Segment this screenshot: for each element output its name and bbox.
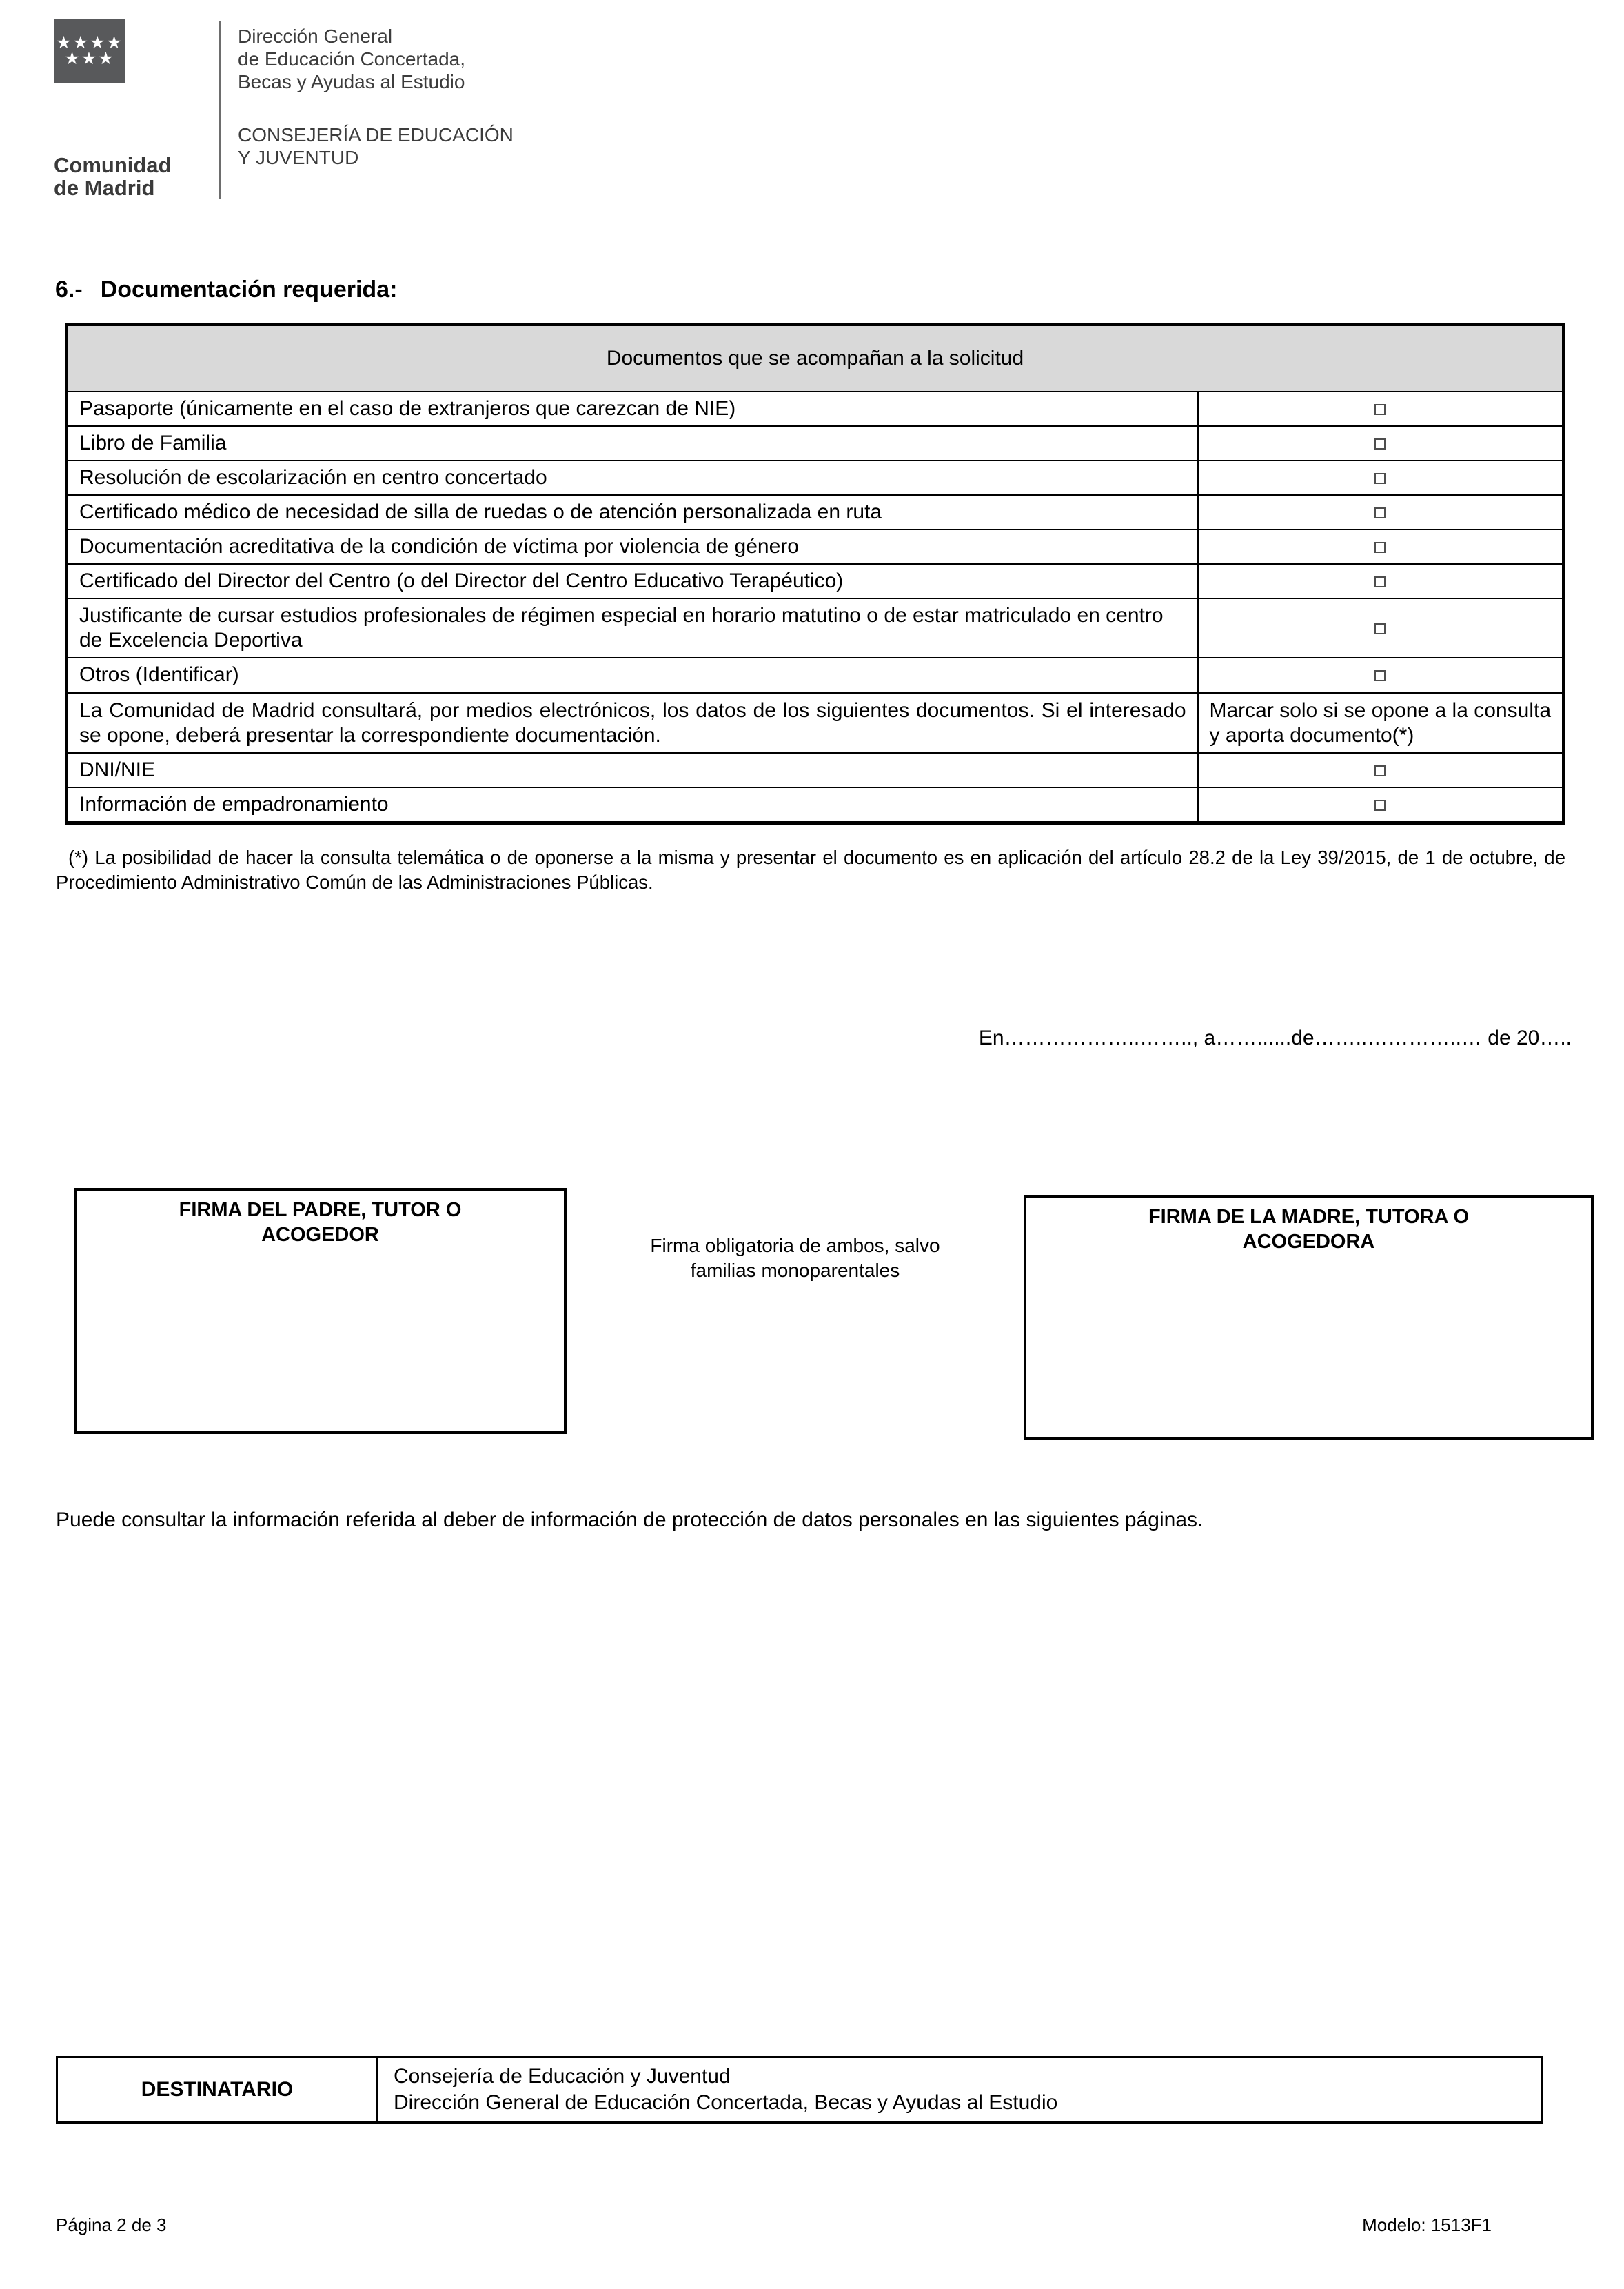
org-text [238, 19, 514, 169]
checkbox-cell [1198, 495, 1564, 530]
org-line: Dirección General [238, 26, 393, 47]
consult-info-text: La Comunidad de Madrid consultará, por medios electrónicos, los datos de los siguientes documentos. Si el interesado se opone, deberá presentar la correspondiente documentación. [67, 693, 1198, 753]
stars-icon: ★★★★ [56, 33, 123, 52]
document-label: Libro de Familia [67, 426, 1198, 461]
legal-footnote: (*) La posibilidad de hacer la consulta telemática o de oponerse a la misma y presentar el documento es en aplicación del artículo 28.2 de la Ley 39/2015, de 1 de octubre, de Procedimiento Administrativo Común de las Administraciones Públicas. [56, 847, 1565, 894]
destinatario-line1: Consejería de Educación y Juventud [394, 2064, 731, 2088]
logo-wordmark-line2: de Madrid [54, 175, 155, 200]
father-signature-title-line1: FIRMA DEL PADRE, TUTOR O [179, 1198, 462, 1221]
comunidad-flag-icon [54, 19, 125, 83]
department-line: Y JUVENTUD [238, 147, 359, 169]
stars-icon: ★★★ [64, 49, 115, 68]
checkbox[interactable] [1374, 670, 1386, 681]
checkbox[interactable] [1374, 438, 1386, 450]
destinatario-value [378, 2057, 1543, 2123]
checkbox-cell [1198, 753, 1564, 787]
letterhead [0, 0, 1624, 199]
checkbox[interactable] [1374, 507, 1386, 518]
consult-info-note: Marcar solo si se opone a la consulta y aporta documento(*) [1198, 693, 1564, 753]
document-label: Información de empadronamiento [67, 787, 1198, 823]
destinatario-table [56, 2056, 1543, 2124]
checkbox[interactable] [1374, 576, 1386, 587]
mother-signature-title-line1: FIRMA DE LA MADRE, TUTORA O [1148, 1205, 1470, 1228]
privacy-note: Puede consultar la información referida al deber de información de protección de datos personales en las siguientes páginas. [56, 1508, 1204, 1531]
checkbox-cell [1198, 530, 1564, 564]
checkbox[interactable] [1374, 473, 1386, 484]
checkbox-cell [1198, 392, 1564, 426]
checkbox[interactable] [1374, 542, 1386, 553]
table-row [67, 530, 1564, 564]
signature-section [74, 1188, 1624, 1440]
org-line: de Educación Concertada, [238, 48, 465, 70]
father-signature-box[interactable] [74, 1188, 567, 1434]
destinatario-line2: Dirección General de Educación Concertada, Becas y Ayudas al Estudio [394, 2091, 1058, 2115]
checkbox-cell [1198, 787, 1564, 823]
section-title-text: Documentación requerida: [100, 276, 398, 303]
checkbox-cell [1198, 461, 1564, 495]
destinatario-label: DESTINATARIO [57, 2057, 378, 2123]
documents-table [65, 323, 1565, 825]
table-row [67, 392, 1564, 426]
table-row [67, 787, 1564, 823]
mother-signature-title-line2: ACOGEDORA [1242, 1230, 1375, 1253]
checkbox-cell [1198, 658, 1564, 693]
header-divider [219, 21, 221, 199]
document-label: Resolución de escolarización en centro concertado [67, 461, 1198, 495]
document-label: Otros (Identificar) [67, 658, 1198, 693]
signature-note [567, 1188, 1024, 1284]
document-label: Certificado médico de necesidad de silla de ruedas o de atención personalizada en ruta [67, 495, 1198, 530]
checkbox-cell [1198, 426, 1564, 461]
checkbox-cell [1198, 564, 1564, 598]
section-number: 6.- [55, 276, 83, 303]
document-label: Pasaporte (únicamente en el caso de extranjeros que carezcan de NIE) [67, 392, 1198, 426]
table-row [67, 658, 1564, 693]
signature-note-line1: Firma obligatoria de ambos, salvo [650, 1234, 940, 1256]
checkbox-cell [1198, 598, 1564, 658]
date-fill-line[interactable]: En………………..…….., a……......de……..…………..… de 20….. [978, 1026, 1572, 1049]
checkbox[interactable] [1374, 800, 1386, 811]
table-header-row [67, 325, 1564, 392]
mother-signature-title [1026, 1198, 1591, 1255]
table-row [67, 461, 1564, 495]
document-label: DNI/NIE [67, 753, 1198, 787]
father-signature-title-line2: ACOGEDOR [261, 1223, 379, 1246]
logo-wordmark [54, 153, 172, 200]
page-footer [56, 2215, 1492, 2236]
document-label: Justificante de cursar estudios profesionales de régimen especial en horario matutino o de estar matriculado en centro de Excelencia Deportiva [67, 598, 1198, 658]
table-row [67, 598, 1564, 658]
form-model-number: Modelo: 1513F1 [1362, 2215, 1492, 2235]
department-line: CONSEJERÍA DE EDUCACIÓN [238, 124, 514, 146]
table-row [67, 426, 1564, 461]
mother-signature-box[interactable] [1024, 1195, 1594, 1440]
father-signature-title [77, 1191, 564, 1248]
table-row [67, 564, 1564, 598]
checkbox[interactable] [1374, 404, 1386, 415]
page-number: Página 2 de 3 [56, 2215, 167, 2235]
org-line: Becas y Ayudas al Estudio [238, 71, 465, 93]
checkbox[interactable] [1374, 765, 1386, 776]
section-title [55, 276, 1624, 303]
table-row [67, 495, 1564, 530]
consult-info-row [67, 693, 1564, 753]
table-header: Documentos que se acompañan a la solicitud [67, 325, 1564, 392]
document-label: Certificado del Director del Centro (o del Director del Centro Educativo Terapéutico) [67, 564, 1198, 598]
comunidad-madrid-logo [54, 19, 172, 200]
document-label: Documentación acreditativa de la condición de víctima por violencia de género [67, 530, 1198, 564]
destinatario-row [57, 2057, 1543, 2123]
table-row [67, 753, 1564, 787]
signature-note-line2: familias monoparentales [690, 1260, 900, 1282]
logo-wordmark-line1: Comunidad [54, 153, 172, 177]
checkbox[interactable] [1374, 623, 1386, 634]
